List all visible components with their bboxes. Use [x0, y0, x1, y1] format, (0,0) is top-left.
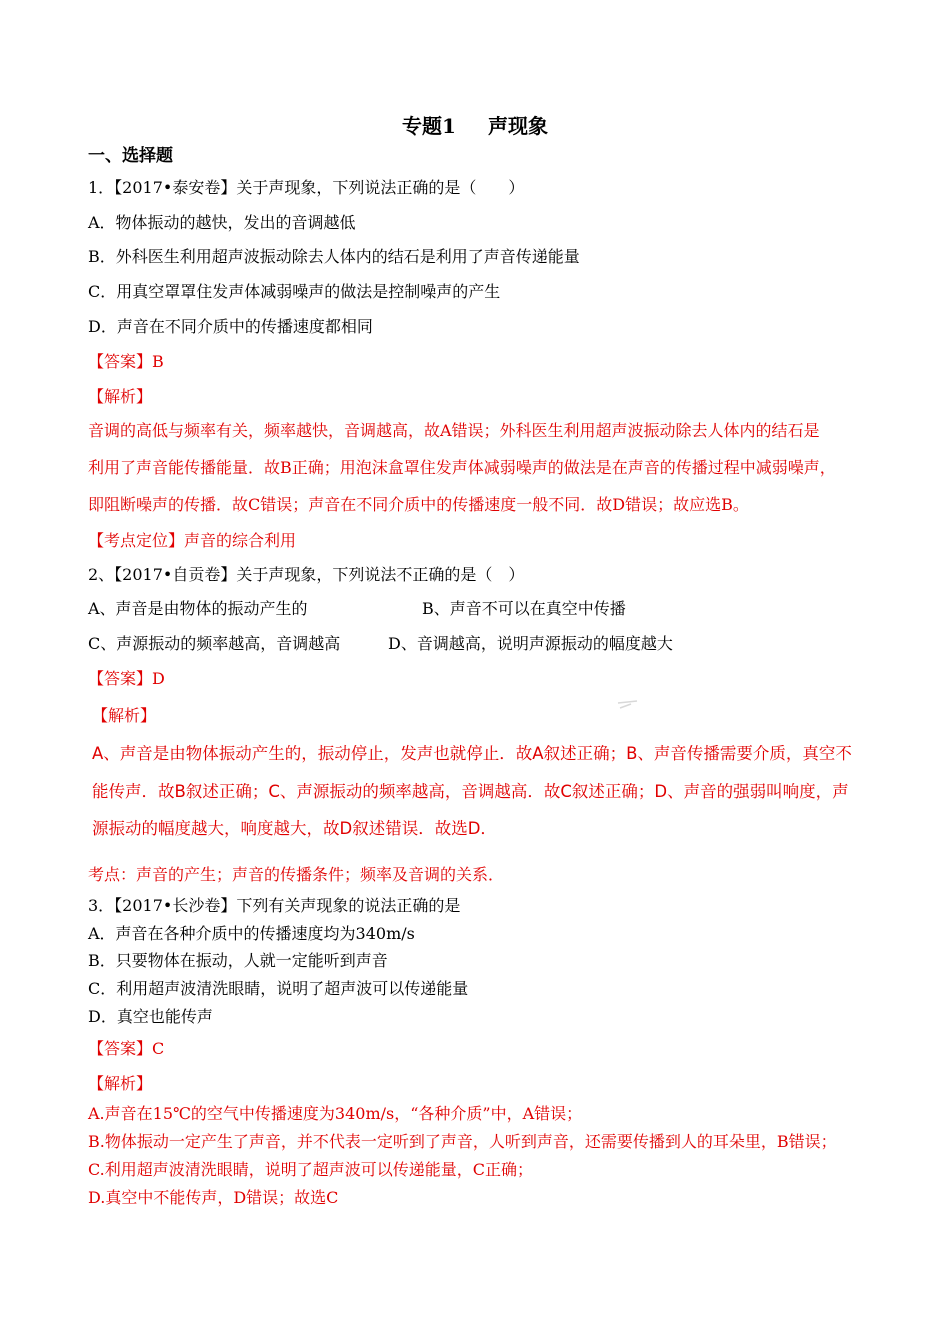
q3-analysis-label: 【解析】: [88, 1074, 153, 1093]
q3-analysis-line: C.利用超声波清洗眼睛，说明了超声波可以传递能量，C正确；: [88, 1160, 534, 1179]
q1-analysis-line: 利用了声音能传播能量．故B正确；用泡沫盒罩住发声体减弱噪声的做法是在声音的传播过程中减弱噪声，: [88, 458, 836, 477]
q1-answer: 【答案】B: [88, 352, 164, 371]
q1-analysis-label: 【解析】: [88, 387, 153, 406]
faint-watermark-mark: [617, 700, 639, 710]
q3-option-c: C．利用超声波清洗眼睛，说明了超声波可以传递能量: [88, 979, 469, 998]
q1-option-b: B．外科医生利用超声波振动除去人体内的结石是利用了声音传递能量: [88, 247, 580, 266]
q2-analysis-line: 能传声．故B叙述正确；C、声源振动的频率越高，音调越高．故C叙述正确；D、声音的强弱叫响度，声: [92, 782, 849, 801]
q1-stem: 1．【2017•泰安卷】关于声现象，下列说法正确的是（ ）: [88, 178, 525, 197]
q2-option-d: D、音调越高，说明声源振动的幅度越大: [388, 634, 673, 653]
q3-option-d: D．真空也能传声: [88, 1007, 213, 1026]
section-heading: 一、选择题: [88, 146, 173, 166]
q1-analysis-line: 即阻断噪声的传播．故C错误；声音在不同介质中的传播速度一般不同．故D错误；故应选B。: [88, 495, 749, 514]
q1-option-a: A．物体振动的越快，发出的音调越低: [88, 213, 356, 232]
q3-analysis-line: D.真空中不能传声，D错误；故选C: [88, 1188, 339, 1207]
q2-option-c: C、声源振动的频率越高，音调越高: [88, 634, 341, 653]
q2-knowledge-point: 考点：声音的产生；声音的传播条件；频率及音调的关系．: [88, 865, 505, 884]
q3-option-b: B．只要物体在振动，人就一定能听到声音: [88, 951, 388, 970]
title-topic-name: 声现象: [487, 114, 548, 138]
q3-option-a: A．声音在各种介质中的传播速度均为340m/s: [88, 924, 415, 943]
q3-analysis-line: A.声音在15℃的空气中传播速度为340m/s，“各种介质”中，A错误；: [88, 1104, 583, 1123]
q2-option-b: B、声音不可以在真空中传播: [422, 599, 626, 618]
q2-analysis-line: 源振动的幅度越大，响度越大，故D叙述错误．故选D．: [92, 819, 497, 838]
q2-analysis-line: A、声音是由物体振动产生的，振动停止，发声也就停止．故A叙述正确；B、声音传播需要介质，真空不: [92, 744, 852, 763]
title-topic-number: 专题1: [402, 114, 456, 138]
page-title: [0, 112, 950, 140]
q2-answer: 【答案】D: [88, 669, 165, 688]
q2-analysis-label: 【解析】: [92, 706, 157, 725]
q1-analysis-line: 音调的高低与频率有关，频率越快，音调越高，故A错误；外科医生利用超声波振动除去人体内的结石是: [88, 421, 820, 440]
q3-analysis-line: B.物体振动一定产生了声音，并不代表一定听到了声音，人听到声音，还需要传播到人的耳朵里，B错误；: [88, 1132, 837, 1151]
q2-stem: 2、【2017•自贡卷】关于声现象，下列说法不正确的是（ ）: [88, 565, 525, 584]
q1-option-d: D．声音在不同介质中的传播速度都相同: [88, 317, 373, 336]
q3-stem: 3．【2017•长沙卷】下列有关声现象的说法正确的是: [88, 896, 461, 915]
q3-answer: 【答案】C: [88, 1039, 165, 1058]
q2-option-a: A、声音是由物体的振动产生的: [88, 599, 308, 618]
q1-option-c: C．用真空罩罩住发声体减弱噪声的做法是控制噪声的产生: [88, 282, 501, 301]
q1-knowledge-point: 【考点定位】声音的综合利用: [88, 531, 297, 550]
